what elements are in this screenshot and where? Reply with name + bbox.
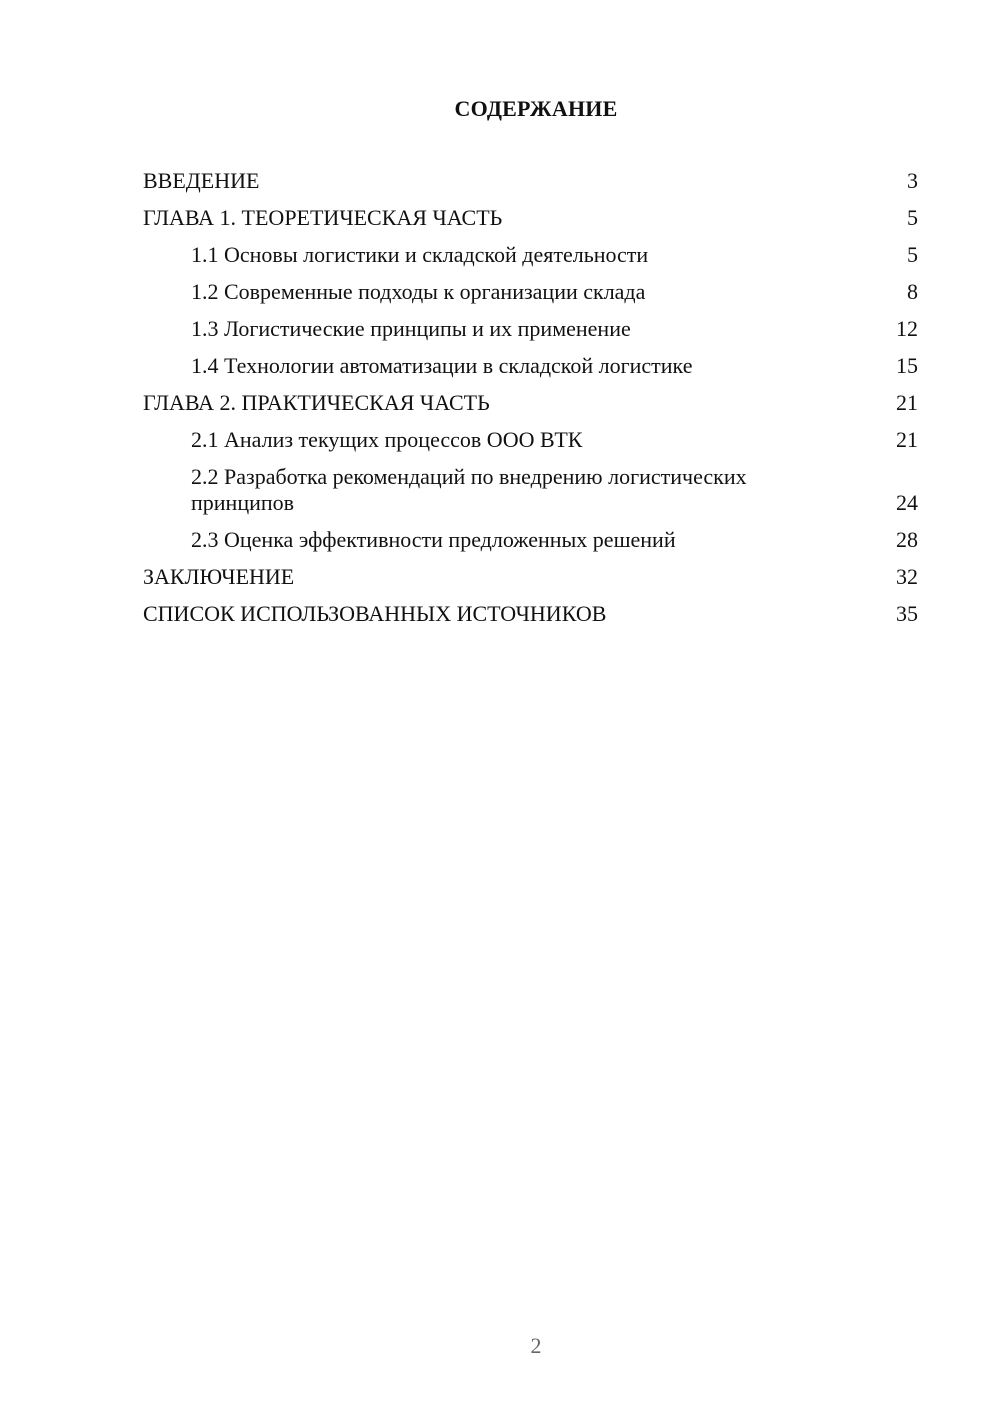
toc-entry xyxy=(143,564,918,590)
toc-entry xyxy=(143,427,918,453)
toc-entry-label: 1.2 Современные подходы к организации склада xyxy=(191,279,646,304)
toc-entry-label: ЗАКЛЮЧЕНИЕ xyxy=(143,564,295,589)
toc-entry-page: 28 xyxy=(896,527,918,552)
toc-entry xyxy=(143,601,918,627)
toc-entry xyxy=(143,390,918,416)
page-title: СОДЕРЖАНИЕ xyxy=(454,96,618,121)
toc-entry-label: ВВЕДЕНИЕ xyxy=(143,168,260,193)
toc-entry-page: 8 xyxy=(907,279,918,304)
toc-entry-label: СПИСОК ИСПОЛЬЗОВАННЫХ ИСТОЧНИКОВ xyxy=(143,601,607,626)
toc-entry xyxy=(143,279,918,305)
toc-entry xyxy=(143,242,918,268)
toc-entry-page: 21 xyxy=(896,390,918,415)
toc-entry-page: 15 xyxy=(896,353,918,378)
toc-entry xyxy=(143,205,918,231)
toc-entry-page: 35 xyxy=(896,601,918,626)
toc-entry-page: 24 xyxy=(896,490,918,515)
toc-entry-label: ГЛАВА 1. ТЕОРЕТИЧЕСКАЯ ЧАСТЬ xyxy=(143,205,503,230)
table-of-contents xyxy=(143,168,918,638)
toc-entry xyxy=(143,168,918,194)
toc-entry-label: 2.2 Разработка рекомендаций по внедрению логистических принципов xyxy=(191,464,747,515)
toc-entry-label: 2.3 Оценка эффективности предложенных решений xyxy=(191,527,676,552)
toc-entry-page: 3 xyxy=(907,168,918,193)
page-number: 2 xyxy=(530,1333,542,1358)
toc-entry xyxy=(143,464,918,516)
toc-entry-page: 5 xyxy=(907,205,918,230)
toc-entry-page: 21 xyxy=(896,427,918,452)
toc-entry-label: ГЛАВА 2. ПРАКТИЧЕСКАЯ ЧАСТЬ xyxy=(143,390,490,415)
toc-entry-label: 1.3 Логистические принципы и их применение xyxy=(191,316,631,341)
toc-entry-page: 12 xyxy=(896,316,918,341)
toc-entry-label: 1.4 Технологии автоматизации в складской логистике xyxy=(191,353,693,378)
toc-entry-page: 5 xyxy=(907,242,918,267)
toc-entry xyxy=(143,353,918,379)
toc-entry-label: 2.1 Анализ текущих процессов ООО ВТК xyxy=(191,427,583,452)
toc-entry-label: 1.1 Основы логистики и складской деятельности xyxy=(191,242,649,267)
toc-entry-page: 32 xyxy=(896,564,918,589)
toc-entry xyxy=(143,316,918,342)
toc-entry xyxy=(143,527,918,553)
